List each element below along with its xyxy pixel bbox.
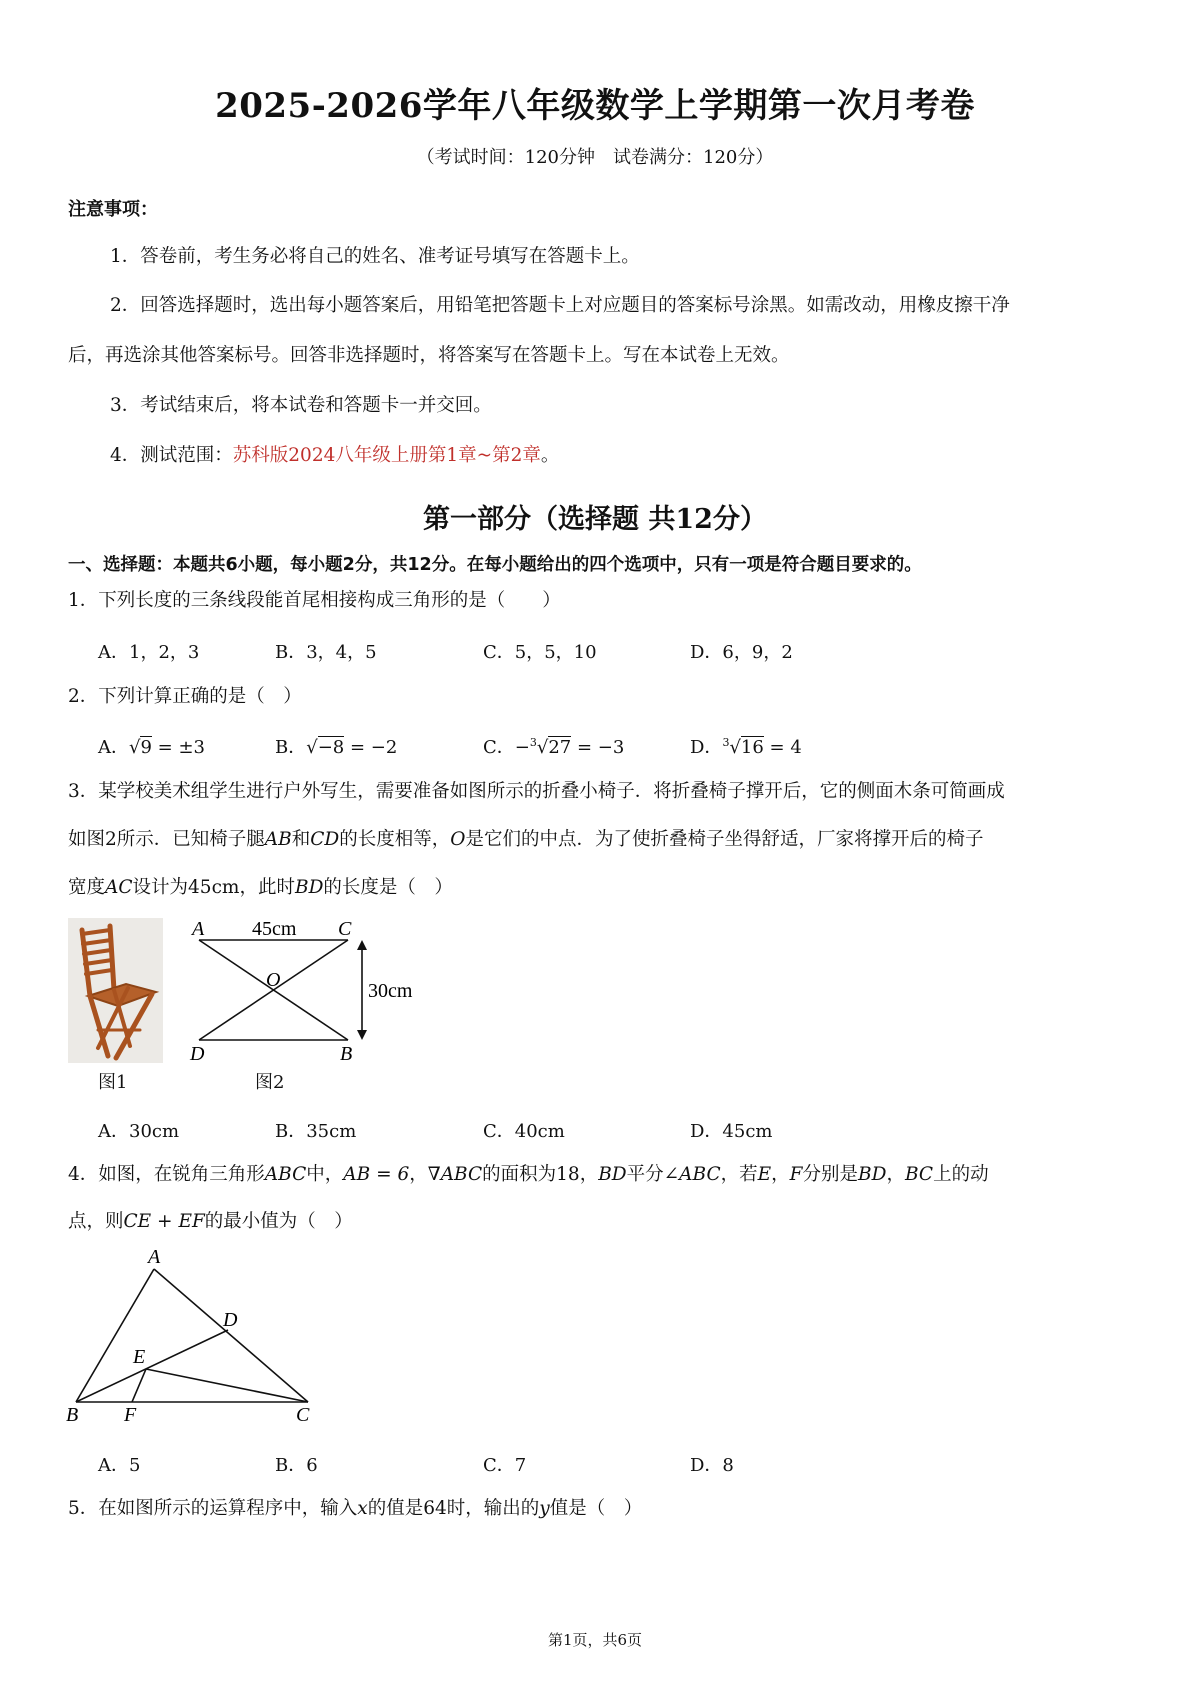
exam-subtitle: （考试时间：120分钟 试卷满分：120分） (416, 147, 774, 168)
notes-heading: 注意事项： (68, 199, 158, 220)
var-ab: AB (264, 829, 292, 850)
q2-option-a-radicand: 9 (140, 737, 152, 758)
q2-stem: 2．下列计算正确的是（ ） (68, 686, 302, 707)
sqrt-sign-icon: √ (306, 737, 318, 758)
q3-text: 和 (291, 829, 311, 850)
note-item-1: 1．答卷前，考生务必将自己的姓名、准考证号填写在答题卡上。 (110, 246, 640, 267)
q3-line-2 (68, 828, 983, 852)
q3-figure-2 (180, 913, 440, 1063)
note-item-2-line-1: 2．回答选择题时，选出每小题答案后，用铅笔把答题卡上对应题目的答案标号涂黑。如需改动，用橡皮擦干净 (110, 295, 1010, 316)
q4-text: 点，则 (68, 1211, 124, 1232)
var-e: E (757, 1164, 772, 1185)
q2-option-c-index: 3 (529, 736, 537, 749)
var-f: F (789, 1164, 803, 1185)
q4-line-2 (68, 1210, 353, 1234)
q2-option-a-rest: = ±3 (151, 737, 205, 758)
q2-option-d-index: 3 (722, 736, 730, 749)
q4-label-f: F (124, 1404, 137, 1426)
q4-label-c: C (296, 1404, 310, 1426)
q2-option-d (690, 733, 802, 759)
q4-option-c: C．7 (483, 1455, 527, 1476)
q1-option-c: C．5，5，10 (483, 642, 597, 663)
fig2-label-b: B (340, 1043, 353, 1063)
q3-option-b: B．35cm (275, 1121, 357, 1142)
q3-text: 设计为45cm，此时 (132, 877, 295, 898)
q4-text: 4．如图，在锐角三角形 (68, 1164, 265, 1185)
fig2-label-c: C (338, 918, 352, 940)
folding-chair-image (68, 918, 163, 1063)
q4-label-b: B (66, 1404, 79, 1426)
q5-text: 的值是64时，输出的 (367, 1498, 540, 1519)
q2-option-c-rest: = −3 (571, 737, 625, 758)
exam-title: 2025-2026学年八年级数学上学期第一次月考卷 (215, 86, 975, 126)
q3-option-c: C．40cm (483, 1121, 565, 1142)
q3-line-3 (68, 876, 453, 900)
var-bd: BD (294, 877, 324, 898)
part1-instructions: 一、选择题：本题共6小题，每小题2分，共12分。在每小题给出的四个选项中，只有一项是符合题目要求的。 (68, 555, 922, 575)
q4-text: ， (771, 1164, 790, 1185)
sqrt-sign-icon: √ (129, 737, 141, 758)
q4-text: 平分 (626, 1164, 664, 1185)
var-x: x (357, 1498, 368, 1519)
q4-text: 上的动 (933, 1164, 989, 1185)
var-bd: BD (598, 1164, 627, 1185)
q2-option-c-prefix: − (514, 737, 530, 758)
cond-triangle-abc: ∇ABC (427, 1164, 483, 1185)
q4-option-b: B．6 (275, 1455, 318, 1476)
var-bc: BC (904, 1164, 934, 1185)
note-item-4-suffix: 。 (540, 445, 560, 466)
q1-stem: 1．下列长度的三条线段能首尾相接构成三角形的是（ ） (68, 590, 561, 611)
var-o: O (450, 829, 466, 850)
q2-option-b-rest: = −2 (344, 737, 398, 758)
q5-text: 5．在如图所示的运算程序中，输入 (68, 1498, 358, 1519)
q1-option-a: A．1，2，3 (98, 642, 200, 663)
fig2-label-a: A (192, 918, 205, 940)
q3-option-a: A．30cm (98, 1121, 180, 1142)
q3-text: 是它们的中点．为了使折叠椅子坐得舒适，厂家将撑开后的椅子 (465, 829, 984, 850)
note-item-4-prefix: 4．测试范围： (110, 445, 233, 466)
q4-label-e: E (133, 1346, 146, 1368)
expr-ce-plus-ef: CE + EF (123, 1211, 205, 1232)
q1-option-d: D．6，9，2 (690, 642, 793, 663)
q4-line-1 (68, 1163, 989, 1187)
fig2-width-label: 45cm (252, 918, 297, 940)
angle-abc: ∠ABC (663, 1164, 721, 1185)
q4-text: 的面积为18， (482, 1164, 599, 1185)
q4-text: 分别是 (802, 1164, 859, 1185)
q3-option-d: D．45cm (690, 1121, 773, 1142)
var-ac: AC (105, 877, 133, 898)
q2-option-d-radicand: 16 (740, 737, 764, 758)
q3-text: 宽度 (68, 877, 106, 898)
part1-title: 第一部分（选择题 共12分） (423, 504, 767, 535)
q1-option-b: B．3，4，5 (275, 642, 377, 663)
cbrt-sign-icon: √ (536, 737, 549, 758)
q4-option-d: D．8 (690, 1455, 734, 1476)
fig2-height-label: 30cm (368, 980, 413, 1002)
q4-text: ， (409, 1164, 428, 1185)
cond-ab-eq-6: AB = 6 (343, 1164, 410, 1185)
q4-text: 中， (306, 1164, 344, 1185)
page-footer: 第1页，共6页 (547, 1631, 643, 1649)
q2-option-b-label: B． (275, 737, 307, 758)
q3-fig1-caption: 图1 (98, 1072, 128, 1093)
q3-text: 如图2所示．已知椅子腿 (68, 829, 265, 850)
q2-option-d-label: D． (690, 737, 723, 758)
note-item-4 (110, 444, 559, 468)
q2-option-c-label: C． (483, 737, 515, 758)
q5-text: 值是（ ） (549, 1498, 643, 1519)
q2-option-a-label: A． (98, 737, 129, 758)
q2-option-b-radicand: −8 (317, 737, 345, 758)
q2-option-c (483, 733, 624, 759)
fig2-label-d: D (190, 1043, 205, 1063)
var-y: y (539, 1498, 550, 1519)
q4-text: ，若 (720, 1164, 758, 1185)
q4-triangle-figure (60, 1245, 330, 1430)
q3-text: 的长度相等， (339, 829, 451, 850)
q2-option-c-radicand: 27 (548, 737, 572, 758)
note-item-3: 3．考试结束后，将本试卷和答题卡一并交回。 (110, 395, 492, 416)
q4-text: ， (886, 1164, 905, 1185)
cbrt-sign-icon: √ (729, 737, 741, 758)
q4-label-a: A (148, 1246, 161, 1268)
q4-option-a: A．5 (98, 1455, 141, 1476)
q2-option-b (275, 733, 397, 759)
fig2-label-o: O (266, 969, 281, 991)
q3-line-1: 3．某学校美术组学生进行户外写生，需要准备如图所示的折叠小椅子．将折叠椅子撑开后，它的侧面木条可简画成 (68, 781, 1005, 802)
note-item-2-line-2: 后，再选涂其他答案标号。回答非选择题时，将答案写在答题卡上。写在本试卷上无效。 (68, 345, 790, 366)
note-item-4-scope: 苏科版2024八年级上册第1章~第2章 (232, 445, 541, 466)
var-bd: BD (858, 1164, 887, 1185)
q4-text: 的最小值为（ ） (204, 1211, 353, 1232)
var-cd: CD (310, 829, 340, 850)
var-abc: ABC (264, 1164, 307, 1185)
q2-option-d-rest: = 4 (763, 737, 802, 758)
q3-text: 的长度是（ ） (323, 877, 453, 898)
q4-label-d: D (223, 1309, 238, 1331)
q5-stem (68, 1497, 642, 1521)
q3-fig2-caption: 图2 (255, 1072, 285, 1093)
q2-option-a (98, 733, 205, 759)
